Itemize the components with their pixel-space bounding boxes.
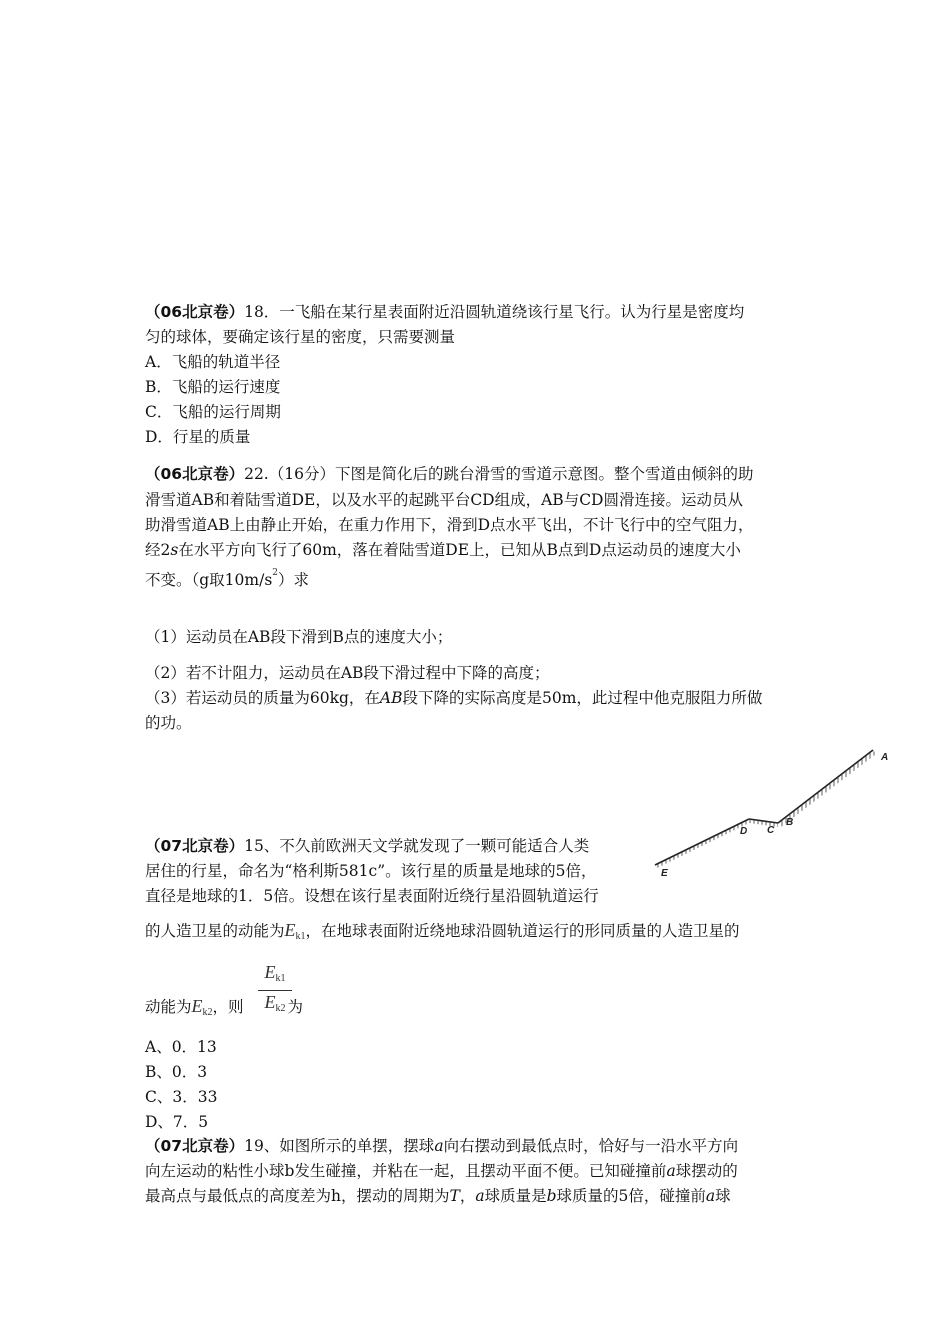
q3-line-5-b: ，则 [212,998,244,1016]
q3-line-5 [145,996,303,1023]
q2-sub-3-b: 段下降的实际高度是50m，此过程中他克服阻力所做 [402,689,763,707]
q2-sub-3-a: （3）若运动员的质量为60kg，在 [145,689,380,707]
fraction-bar [258,990,292,991]
q2-line-4-a: 经2 [145,541,171,559]
q2-line-2: 滑雪道AB和着陆雪道DE，以及水平的起跳平台CD组成，AB与CD圆滑连接。运动员从 [145,491,743,509]
q2-line-4 [145,540,741,560]
q3-num-sub: k1 [275,973,286,984]
q4-var-t: T [449,1187,460,1205]
q4-line-3-a: 最高点与最低点的高度差为h，摆动的周期为 [145,1187,450,1205]
q4-source: （07北京卷） [145,1137,245,1155]
q2-line-5-a: 不变。（g取10m/s [145,571,273,589]
q2-line-3: 助滑雪道AB上由静止开始，在重力作用下，滑到D点水平飞出，不计飞行中的空气阻力， [145,516,754,534]
q1-option-d: D．行星的质量 [145,428,251,446]
q4-line-3 [145,1186,731,1206]
q1-stem-1: 18．一飞船在某行星表面附近沿圆轨道绕该行星飞行。认为行星是密度均 [244,303,745,321]
q2-exponent: 2 [272,568,279,578]
q3-line-5-c: 为 [287,998,304,1016]
q2-line-5 [145,570,309,593]
q3-line-2: 居住的行星，命名为“格利斯581c”。该行星的质量是地球的5倍， [145,862,597,880]
q3-option-d: D、7．5 [145,1113,209,1131]
q3-line-1 [145,836,589,856]
q4-var-a: a [434,1137,444,1155]
q3-line-4-b: ，在地球表面附近绕地球沿圆轨道运行的形同质量的人造卫星的 [305,922,740,940]
q3-ek1-e: E [284,920,296,940]
q4-line-1-a: 19、如图所示的单摆，摆球 [244,1137,435,1155]
q3-ek2-sub: k2 [202,1007,213,1018]
q4-line-2-a: 向左运动的粘性小球b发生碰撞，并粘在一起，且摆动平面不便。已知碰撞前 [145,1162,667,1180]
slope-ab-hatch [778,750,876,827]
q2-sub-1: （1）运动员在AB段下滑到B点的速度大小； [145,628,453,646]
q1-option-b: B．飞船的运行速度 [145,378,281,396]
q2-line-1 [145,464,753,484]
q4-line-2 [145,1161,738,1181]
q3-ek1-sub: k1 [295,931,306,942]
q3-line-5-a: 动能为 [145,998,192,1016]
q3-line-4 [145,920,740,947]
q2-var-ab: AB [379,689,403,707]
q4-line-3-e: 球 [715,1187,731,1205]
label-a: A [881,752,889,763]
q1-line-1 [145,302,744,322]
q4-var-b: b [546,1187,557,1205]
label-c: C [767,825,775,836]
q2-line-4-b: 在水平方向飞行了60m，落在着陆雪道DE上，已知从B点到D点运动员的速度大小 [178,541,741,559]
ski-slope-diagram [645,740,900,885]
q1-stem-2: 匀的球体，要确定该行星的密度，只需要测量 [145,328,456,346]
q4-line-3-c: 球质量是 [484,1187,547,1205]
q4-line-3-b: ， [459,1187,476,1205]
q1-option-c: C．飞船的运行周期 [145,403,281,421]
q3-num-e: E [264,962,276,982]
q3-den-sub: k2 [275,1003,286,1014]
q2-var-s: s [170,541,179,559]
q2-sub-3-cont: 的功。 [145,714,192,732]
q1-option-a: A．飞船的轨道半径 [145,353,281,371]
q2-text-1: 22.（16分）下图是简化后的跳台滑雪的雪道示意图。整个雪道由倾斜的助 [244,465,754,483]
q2-source: （06北京卷） [145,465,245,483]
q3-den-e: E [264,992,276,1012]
q2-sub-2: （2）若不计阻力，运动员在AB段下滑过程中下降的高度； [145,664,550,682]
q4-var-a-4: a [705,1187,716,1205]
q2-sub-3 [145,688,762,708]
q2-line-5-b: ）求 [278,571,310,589]
label-e: E [661,868,668,879]
q3-text-1: 15、不久前欧洲天文学就发现了一颗可能适合人类 [244,837,590,855]
q3-ek2-e: E [191,996,203,1016]
q3-source: （07北京卷） [145,837,245,855]
q4-line-3-d: 球质量的5倍，碰撞前 [556,1187,706,1205]
q3-ratio-numerator [258,962,292,989]
label-d: D [740,826,748,837]
q3-line-4-a: 的人造卫星的动能为 [145,922,285,940]
slope-de-hatch [655,819,749,869]
q4-line-1 [145,1136,738,1156]
q3-option-c: C、3．33 [145,1088,218,1106]
q3-option-a: A、0．13 [145,1038,217,1056]
q4-var-a-3: a [475,1187,485,1205]
label-b: B [786,817,794,828]
q1-source: （06北京卷） [145,303,245,321]
q3-option-b: B、0．3 [145,1063,208,1081]
q4-line-2-b: 球摆动的 [675,1162,738,1180]
q4-line-1-b: 向右摆动到最低点时，恰好与一沿水平方向 [443,1137,739,1155]
q4-var-a-2: a [666,1162,676,1180]
q3-line-3: 直径是地球的1．5倍。设想在该行星表面附近绕行星沿圆轨道运行 [145,887,599,905]
